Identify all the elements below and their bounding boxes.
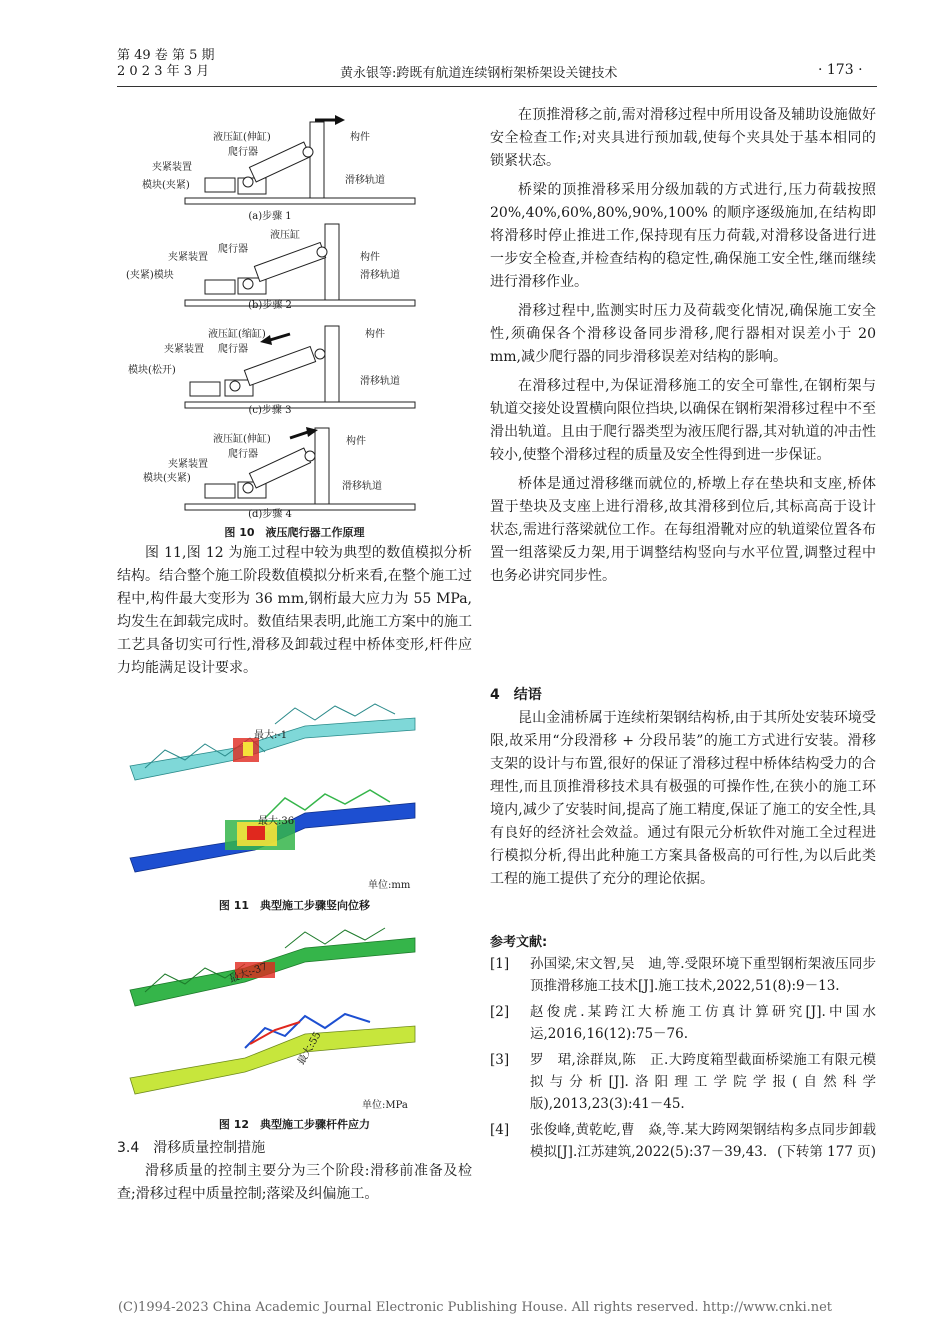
step1-label-member: 构件: [350, 132, 370, 143]
reference-text: 孙国梁,宋文智,吴 迪,等.受限环境下重型钢桁架液压同步顶推滑移施工技术[J].施工技术,2022,51(8):9－13.: [530, 956, 876, 994]
step3-label-module: 模块(松开): [128, 365, 176, 376]
reference-number: [4]: [490, 1122, 510, 1138]
step2-label-track: 滑移轨道: [360, 270, 400, 281]
figure12-image: [125, 918, 425, 1098]
step1-label-crawler: 爬行器: [228, 147, 258, 158]
step4-subcaption: (d)步骤 4: [248, 509, 292, 520]
step4-label-clamp: 夹紧装置: [168, 459, 208, 470]
copyright-footer: (C)1994-2023 China Academic Journal Electronic Publishing House. All rights reserved. http://www.cnki.net: [117, 1300, 833, 1315]
reference-item: [490, 953, 876, 997]
section-3-4-body: [117, 1160, 472, 1206]
reference-text: 罗 珺,涂群岚,陈 正.大跨度箱型截面桥梁施工有限元模拟与分析[J].洛阳理工学院学报(自然科学版),2013,23(3):41－45.: [530, 1052, 876, 1112]
reference-text: 赵俊虎.某跨江大桥施工仿真计算研究[J].中国水运,2016,16(12):75－76.: [530, 1004, 876, 1042]
step1-label-module: 模块(夹紧): [142, 180, 190, 191]
reference-number: [1]: [490, 956, 510, 972]
section-3-4-paragraph: 滑移质量的控制主要分为三个阶段:滑移前准备及检查;滑移过程中质量控制;落梁及纠偏施工。: [117, 1163, 472, 1202]
section-3-4-title: 3.4 滑移质量控制措施: [117, 1140, 266, 1156]
step3-label-track: 滑移轨道: [360, 376, 400, 387]
figure10-caption: 图 10 液压爬行器工作原理: [224, 526, 365, 539]
step3-label-crawler: 爬行器: [218, 344, 248, 355]
figure12-unit: 单位:MPa: [362, 1100, 408, 1111]
date-line: 2 0 2 3 年 3 月: [117, 64, 210, 79]
references-title: 参考文献:: [490, 935, 548, 950]
figure12-max-top: 最大:-37: [227, 961, 269, 986]
right-paragraph-3: 滑移过程中,监测实时压力及荷载变化情况,确保施工安全性,须确保各个滑移设备同步滑移,爬行器相对误差小于 20 mm,减少爬行器的同步滑移误差对结构的影响。: [490, 303, 876, 365]
step1-label-clamp: 夹紧装置: [152, 162, 192, 173]
step2-label-module: (夹紧)模块: [126, 270, 174, 281]
right-column: [490, 104, 876, 588]
references-list: [490, 953, 876, 1163]
issue-line: 第 49 卷 第 5 期: [117, 48, 215, 63]
reference-item: [490, 1049, 876, 1115]
figure11-caption: 图 11 典型施工步骤竖向位移: [218, 899, 371, 912]
journal-issue: [117, 48, 214, 80]
reference-text: 张俊峰,黄乾屹,曹 焱,等.某大跨网架钢结构多点同步卸载模拟[J].江苏建筑,2022(5):37－39,43.: [530, 1122, 876, 1160]
reference-number: [3]: [490, 1052, 510, 1068]
step4-label-member: 构件: [346, 436, 366, 447]
conclusion-paragraph: 昆山金浦桥属于连续桁架钢结构桥,由于其所处安装环境受限,故采用“分段滑移 + 分段吊装”的施工方式进行安装。滑移支架的设计与布置,很好的保证了滑移过程中桥体结构受力的合理性,而且顶推滑移技术具有极强的可操作性,在狭小的施工环境内,减少了安装时间,提高了施工精度,保证了施工的安全性,具有良好的经济社会效益。通过有限元分析软件对施工全过程进行模拟分析,得出此种施工方案具备极高的可行性,为以后此类工程的施工提供了充分的理论依据。: [490, 710, 876, 887]
step2-label-cylinder: 液压缸: [270, 230, 300, 241]
figure11-unit: 单位:mm: [368, 880, 411, 891]
right-paragraph-5: 桥体是通过滑移继而就位的,桥墩上存在垫块和支座,桥体置于垫块及支座上进行滑移,故其滑移到位后,其标高高于设计状态,需进行落梁就位工作。在每组滑靴对应的轨道梁位置各布置一组落梁反力架,用于调整结构竖向与水平位置,调整过程中也务必讲究同步性。: [490, 476, 876, 584]
right-paragraph-4: 在滑移过程中,为保证滑移施工的安全可靠性,在钢桁架与轨道交接处设置横向限位挡块,以确保在钢桁架滑移过程中不至滑出轨道。且由于爬行器类型为液压爬行器,其对轨道的冲击性较小,使整个滑移过程的质量及安全性得到进一步保证。: [490, 378, 876, 463]
reference-number: [2]: [490, 1004, 510, 1020]
section-4-body: [490, 707, 876, 891]
step2-subcaption: (b)步骤 2: [248, 300, 292, 311]
figure12-max-bottom: 最大:55: [295, 1030, 324, 1067]
figure11-image: [125, 698, 425, 878]
step4-label-track: 滑移轨道: [342, 481, 382, 492]
figure12-caption: 图 12 典型施工步骤杆件应力: [218, 1118, 371, 1131]
reference-item: [490, 1001, 876, 1045]
step4-label-cylinder: 液压缸(伸缸): [213, 434, 271, 445]
figure11-max-bottom: 最大:36: [258, 816, 295, 827]
step1-label-cylinder: 液压缸(伸缸): [213, 132, 271, 143]
step2-label-crawler: 爬行器: [218, 244, 248, 255]
page-number: · 173 ·: [818, 62, 863, 78]
simulation-paragraph: 图 11,图 12 为施工过程中较为典型的数值模拟分析结构。结合整个施工阶段数值模拟分析来看,在整个施工过程中,构件最大变形为 36 mm,钢桁最大应力为 55 MPa,均发生在卸载完成时。数值结果表明,此施工方案中的施工工艺具备切实可行性,滑移及卸载过程中桥体变形,杆件应力均能满足设计要求。: [117, 545, 472, 676]
step1-label-track: 滑移轨道: [345, 175, 385, 186]
step4-label-crawler: 爬行器: [228, 449, 258, 460]
step4-label-module: 模块(夹紧): [143, 473, 191, 484]
step1-subcaption: (a)步骤 1: [248, 211, 292, 222]
step3-subcaption: (c)步骤 3: [248, 405, 292, 416]
left-paragraph: [117, 542, 472, 680]
section-4-title: 4 结语: [490, 687, 542, 703]
step2-label-clamp: 夹紧装置: [168, 252, 208, 263]
step3-label-clamp: 夹紧装置: [164, 344, 204, 355]
step3-label-member: 构件: [365, 329, 385, 340]
step2-label-member: 构件: [360, 252, 380, 263]
right-paragraph-2: 桥梁的顶推滑移采用分级加载的方式进行,压力荷载按照 20%,40%,60%,80%,90%,100% 的顺序逐级施加,在结构即将滑移时停止推进工作,保持现有压力荷载,对滑移设备进行进一步安全检查,并检查结构的稳定性,确保施工安全性,继而继续进行滑移作业。: [490, 182, 876, 290]
figure11-max-top: 最大:-1: [254, 730, 288, 741]
running-title: 黄永银等:跨既有航道连续钢桁架桥架设关键技术: [340, 66, 618, 81]
right-paragraph-1: 在顶推滑移之前,需对滑移过程中所用设备及辅助设施做好安全检查工作;对夹具进行预加载,使每个夹具处于基本相同的锁紧状态。: [490, 107, 876, 169]
step3-label-cylinder: 液压缸(缩缸): [208, 329, 266, 340]
header-rule: [117, 86, 877, 87]
step2-diagram: [185, 224, 415, 306]
continued-note: (下转第 177 页): [777, 1144, 876, 1160]
